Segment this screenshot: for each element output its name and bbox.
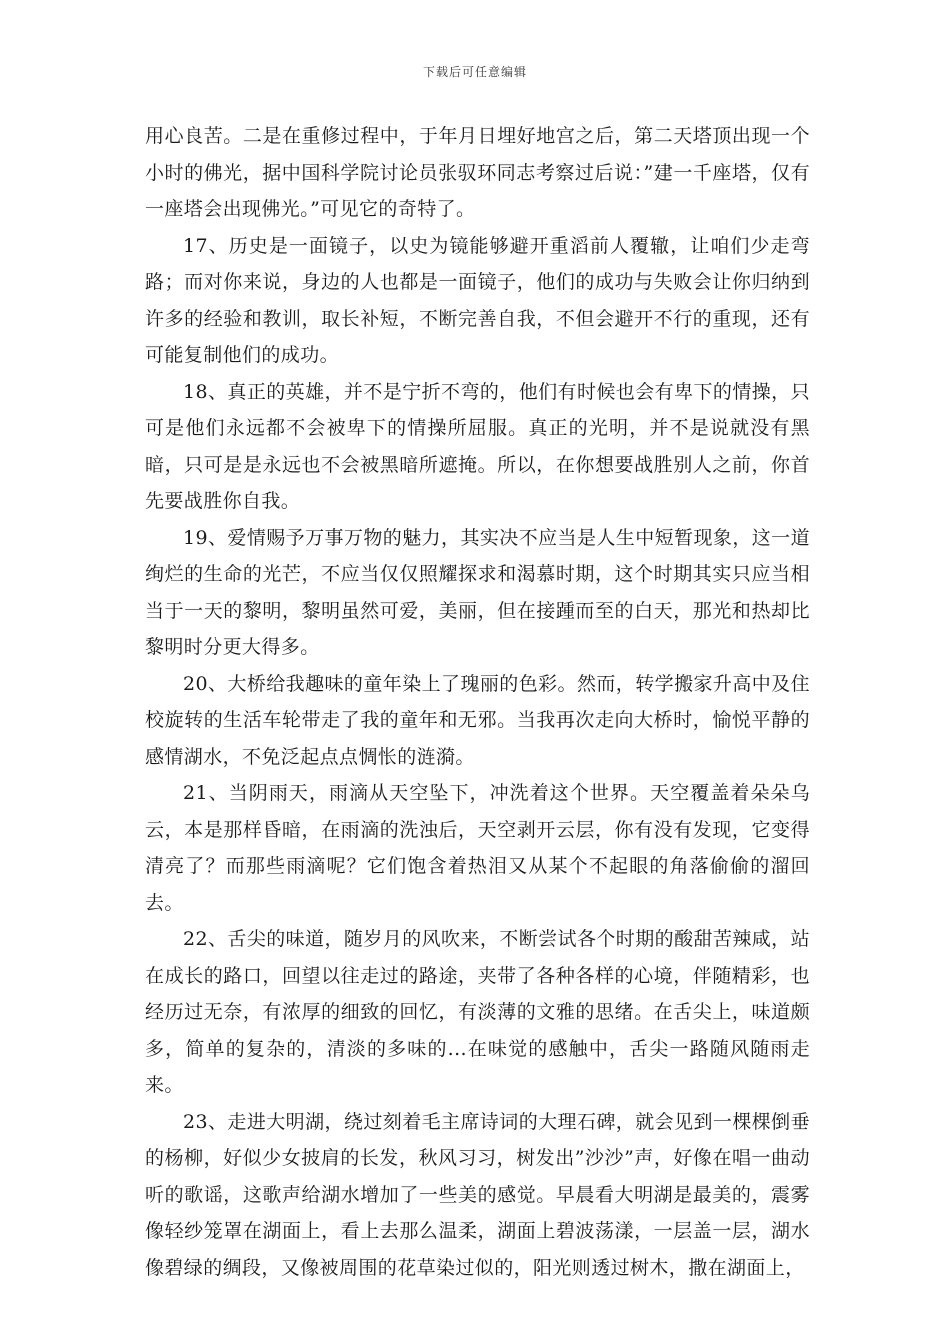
paragraph-continuation: 用心良苦。二是在重修过程中，于年月日埋好地宫之后，第二天塔顶出现一个小时的佛光，据中国科学院讨论员张驭环同志考察过后说：”建一千座塔，仅有一座塔会出现佛光。”可见它的奇特了。: [145, 125, 810, 220]
paragraph-17: 17、历史是一面镜子，以史为镜能够避开重滔前人覆辙，让咱们少走弯路；而对你来说，身边的人也都是一面镜子，他们的成功与失败会让你归纳到许多的经验和教训，取长补短，不断完善自我，不但会避开不行的重现，还有可能复制他们的成功。: [145, 234, 810, 366]
document-body: [145, 118, 810, 1286]
paragraph-22: 22、舌尖的味道，随岁月的风吹来，不断尝试各个时期的酸甜苦辣咸，站在成长的路口，回望以往走过的路途，夹带了各种各样的心境，伴随精彩，也经历过无奈，有浓厚的细致的回忆，有淡薄的文雅的思绪。在舌尖上，味道颇多，简单的复杂的，清淡的多味的...在味觉的感触中，舌尖一路随风随雨走来。: [145, 928, 810, 1096]
page-header: 下载后可任意编辑: [422, 65, 527, 79]
paragraph-18: 18、真正的英雄，并不是宁折不弯的，他们有时候也会有卑下的情操，只可是他们永远都不会被卑下的情操所屈服。真正的光明，并不是说就没有黑暗，只可是是永远也不会被黑暗所遮掩。所以，在你想要战胜别人之前，你首先要战胜你自我。: [145, 380, 810, 512]
paragraph-23: 23、走进大明湖，绕过刻着毛主席诗词的大理石碑，就会见到一棵棵倒垂的杨柳，好似少女披肩的长发，秋风习习，树发出”沙沙”声，好像在唱一曲动听的歌谣，这歌声给湖水增加了一些美的感觉。早晨看大明湖是最美的，震雾像轻纱笼罩在湖面上，看上去那么温柔，湖面上碧波荡漾，一层盖一层，湖水像碧绿的绸段，又像被周围的花草染过似的，阳光则透过树木，撒在湖面上，: [145, 1110, 810, 1279]
paragraph-19: 19、爱情赐予万事万物的魅力，其实决不应当是人生中短暂现象，这一道绚烂的生命的光芒，不应当仅仅照耀探求和渴慕时期，这个时期其实只应当相当于一天的黎明，黎明虽然可爱，美丽，但在接踵而至的白天，那光和热却比黎明时分更大得多。: [145, 526, 810, 658]
paragraph-20: 20、大桥给我趣味的童年染上了瑰丽的色彩。然而，转学搬家升高中及住校旋转的生活车轮带走了我的童年和无邪。当我再次走向大桥时，愉悦平静的感情湖水，不免泛起点点惆怅的涟漪。: [145, 672, 810, 768]
paragraph-21: 21、当阴雨天，雨滴从天空坠下，冲洗着这个世界。天空覆盖着朵朵乌云，本是那样昏暗，在雨滴的洗浊后，天空剥开云层，你有没有发现，它变得清亮了？而那些雨滴呢？它们饱含着热泪又从某个不起眼的角落偷偷的溜回去。: [145, 782, 810, 914]
